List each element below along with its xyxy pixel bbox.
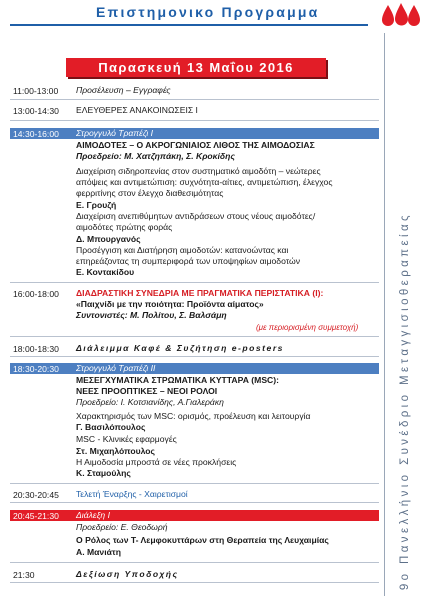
speaker: Ε. Γρουζή	[76, 200, 117, 210]
session-label: Στρογγυλό Τραπέζι ΙΙ	[76, 363, 156, 373]
speaker: Ε. Κοντακίδου	[76, 267, 135, 277]
talk-title: επηρεάζοντας τη συμπεριφορά των υποψηφίων αιμοδοτών	[76, 256, 301, 266]
session-bar	[10, 363, 379, 374]
session-time: 18:30-20:30	[13, 364, 59, 374]
session-bar	[10, 510, 379, 521]
session-time: 16:00-18:00	[13, 289, 59, 299]
session-title: ΕΛΕΥΘΕΡΕΣ ΑΝΑΚΟΙΝΩΣΕΙΣ Ι	[76, 105, 198, 115]
session-heading: ΑΙΜΟΔΟΤΕΣ – Ο ΑΚΡΟΓΩΝΙΑΙΟΣ ΛΙΘΟΣ ΤΗΣ ΑΙΜΟΔΟΣΙΑΣ	[76, 140, 315, 150]
session-title: Προσέλευση – Εγγραφές	[76, 85, 171, 95]
lecture-title: Ο Ρόλος των Τ- Λεμφοκυττάρων στη Θεραπεία της Λευχαιμίας	[76, 535, 329, 545]
separator	[10, 582, 379, 583]
speaker: Α. Μανιάτη	[76, 547, 121, 557]
session-bar	[10, 128, 379, 139]
talk-title: MSC - Κλινικές εφαρμογές	[76, 434, 177, 444]
talk-title: Προσέγγιση και Διατήρηση αιμοδοτών: κατανοώντας και	[76, 245, 289, 255]
speaker: Στ. Μιχαηλόπουλος	[76, 446, 156, 456]
talk-title: Η Αιμοδοσία μπροστά σε νέες προκλήσεις	[76, 457, 237, 467]
talk-title: αιμοδότες πρώτης φοράς	[76, 222, 173, 232]
divider-line	[384, 33, 385, 596]
session-chairs: Προεδρείο: Ι. Κοτσιανίδης, Α.Γιαλεράκη	[76, 397, 224, 407]
sidebar	[391, 40, 419, 590]
talk-title: Διαχείριση ανεπιθύμητων αντιδράσεων στους νέους αιμοδότες/	[76, 211, 316, 221]
session-heading: ΝΕΕΣ ΠΡΟΟΠΤΙΚΕΣ – ΝΕΟΙ ΡΟΛΟΙ	[76, 386, 218, 396]
session-time: 11:00-13:00	[13, 86, 59, 96]
congress-title: 9ο Πανελλήνιο Συνέδριο Μεταγγισιοθεραπείας	[399, 211, 411, 590]
speaker: Γ. Βασιλόπουλος	[76, 422, 146, 432]
session-time: 18:00-18:30	[13, 344, 59, 354]
separator	[10, 502, 379, 503]
header-rule	[10, 24, 368, 26]
separator	[10, 483, 379, 484]
session-chairs: Προεδρείο: Μ. Χατζηπάκη, Σ. Κροκίδης	[76, 151, 235, 161]
session-chairs: Προεδρείο: Ε. Θεοδωρή	[76, 522, 168, 532]
session-time: 21:30	[13, 570, 35, 580]
separator	[10, 120, 379, 121]
separator	[10, 336, 379, 337]
session-title: Διάλειμμα Καφέ & Συζήτηση e-posters	[76, 343, 284, 353]
session-label: Διάλεξη Ι	[76, 510, 110, 520]
session-title: Δεξίωση Υποδοχής	[76, 569, 179, 579]
blood-drops-logo-icon	[380, 1, 426, 29]
session-time: 20:30-20:45	[13, 490, 59, 500]
separator	[10, 356, 379, 357]
session-title: Τελετή Έναρξης - Χαιρετισμοί	[76, 489, 188, 499]
session-subtitle: «Παιχνίδι με την ποιότητα: Προϊόντα αίματος»	[76, 299, 264, 309]
speaker: Κ. Σταμούλης	[76, 468, 131, 478]
speaker: Δ. Μπουργανός	[76, 234, 141, 244]
session-heading: ΔΙΑΔΡΑΣΤΙΚΗ ΣΥΝΕΔΡΙΑ ΜΕ ΠΡΑΓΜΑΤΙΚΑ ΠΕΡΙΣΤΑΤΙΚΑ (Ι):	[76, 288, 324, 298]
session-label: Στρογγυλό Τραπέζι Ι	[76, 128, 154, 138]
session-note: (με περιορισμένη συμμετοχή)	[256, 323, 359, 332]
session-time: 14:30-16:00	[13, 129, 59, 139]
session-time: 13:00-14:30	[13, 106, 59, 116]
separator	[10, 282, 379, 283]
talk-title: Διαχείριση σιδηροπενίας στον συστηματικό αιμοδότη – νεώτερες	[76, 166, 321, 176]
separator	[10, 99, 379, 100]
separator	[10, 562, 379, 563]
session-coordinators: Συντονιστές: Μ. Πολίτου, Σ. Βαλσάμη	[76, 310, 227, 320]
talk-title: Χαρακτηρισμός των MSC: ορισμός, προέλευση και λειτουργία	[76, 411, 311, 421]
session-time: 20:45-21:30	[13, 511, 59, 521]
talk-title: φερριτίνης στον έλεγχο διαθεσιμότητας	[76, 188, 224, 198]
day-banner: Παρασκευή 13 Μαΐου 2016	[66, 58, 326, 77]
talk-title: απόψεις και αντιμετώπιση: συχνότητα-αίτιες, αντιμετώπιση, έλεγχος	[76, 177, 333, 187]
session-heading: ΜΕΣΕΓΧΥΜΑΤΙΚΑ ΣΤΡΩΜΑΤΙΚΑ ΚΥΤΤΑΡΑ (MSC):	[76, 375, 279, 385]
page-title: Επιστημονικο Προγραμμα	[96, 4, 320, 20]
